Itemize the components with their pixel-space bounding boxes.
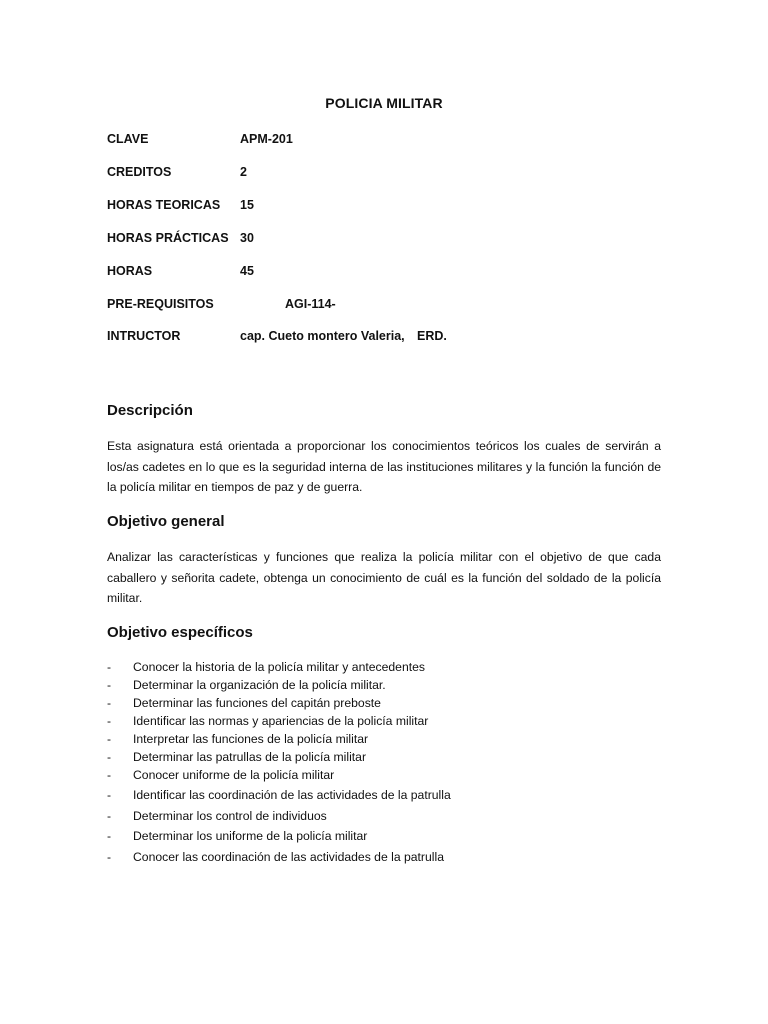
- list-item-text: Determinar la organización de la policía militar.: [133, 678, 386, 692]
- list-item: [107, 676, 667, 694]
- info-value: cap. Cueto montero Valeria,: [240, 329, 405, 343]
- info-row-prerequisitos: [107, 297, 667, 315]
- dash-bullet: -: [107, 829, 112, 843]
- descripcion-text: Esta asignatura está orientada a proporcionar los conocimientos teóricos los cuales de servirán a los/as cadetes en lo que es la seguridad interna de las instituciones militares y la función la función de la policía militar en tiempos de paz y de guerra.: [107, 439, 661, 494]
- objetivo-especificos-heading: Objetivo específicos: [107, 624, 253, 641]
- list-item: [107, 730, 667, 748]
- objetivos-list: [107, 658, 667, 866]
- dash-bullet: -: [107, 849, 112, 864]
- dash-bullet: -: [107, 750, 112, 764]
- info-label: CLAVE: [107, 132, 149, 146]
- list-item: [107, 748, 667, 766]
- list-item-text: Determinar las funciones del capitán preboste: [133, 696, 381, 710]
- info-row-horas-practicas: [107, 231, 667, 249]
- info-row-horas: [107, 264, 667, 282]
- info-value: 2: [240, 165, 247, 179]
- list-item: [107, 825, 667, 846]
- list-item-text: Determinar los control de individuos: [133, 808, 327, 823]
- page-title: POLICIA MILITAR: [325, 95, 443, 111]
- dash-bullet: -: [107, 732, 112, 746]
- info-label: HORAS TEORICAS: [107, 198, 221, 212]
- list-item: [107, 846, 667, 867]
- list-item-text: Identificar las coordinación de las actividades de la patrulla: [133, 788, 451, 802]
- dash-bullet: -: [107, 660, 112, 674]
- dash-bullet: -: [107, 714, 112, 728]
- list-item: [107, 694, 667, 712]
- info-row-instructor: [107, 329, 667, 347]
- list-item: [107, 784, 667, 805]
- info-label: INTRUCTOR: [107, 329, 181, 343]
- info-row-clave: [107, 132, 667, 150]
- info-value: APM-201: [240, 132, 293, 146]
- list-item-text: Conocer la historia de la policía militar y antecedentes: [133, 660, 425, 674]
- info-value: AGI-114-: [285, 297, 336, 311]
- info-label: HORAS PRÁCTICAS: [107, 231, 229, 245]
- list-item-text: Determinar los uniforme de la policía militar: [133, 829, 368, 843]
- list-item-text: Interpretar las funciones de la policía militar: [133, 732, 369, 746]
- objetivo-general-text: Analizar las características y funciones que realiza la policía militar con el objetivo de que cada caballero y señorita cadete, obtenga un conocimiento de cuál es la función del soldado de la policía militar.: [107, 550, 661, 605]
- info-label: CREDITOS: [107, 165, 172, 179]
- dash-bullet: -: [107, 696, 112, 710]
- list-item: [107, 712, 667, 730]
- info-value: 15: [240, 198, 254, 212]
- list-item-text: Conocer las coordinación de las actividades de la patrulla: [133, 849, 444, 864]
- info-label: PRE-REQUISITOS: [107, 297, 214, 311]
- info-label: HORAS: [107, 264, 153, 278]
- objetivo-general-heading: Objetivo general: [107, 513, 225, 530]
- list-item: [107, 805, 667, 826]
- info-row-creditos: [107, 165, 667, 183]
- list-item: [107, 658, 667, 676]
- dash-bullet: -: [107, 768, 112, 782]
- info-row-horas-teoricas: [107, 198, 667, 216]
- list-item-text: Determinar las patrullas de la policía militar: [133, 750, 367, 764]
- info-value: 30: [240, 231, 254, 245]
- list-item: [107, 766, 667, 784]
- dash-bullet: -: [107, 678, 112, 692]
- descripcion-heading: Descripción: [107, 402, 193, 419]
- list-item-text: Identificar las normas y apariencias de la policía militar: [133, 714, 429, 728]
- dash-bullet: -: [107, 808, 112, 823]
- info-extra: ERD.: [417, 329, 447, 343]
- info-value: 45: [240, 264, 254, 278]
- dash-bullet: -: [107, 788, 112, 802]
- list-item-text: Conocer uniforme de la policía militar: [133, 768, 335, 782]
